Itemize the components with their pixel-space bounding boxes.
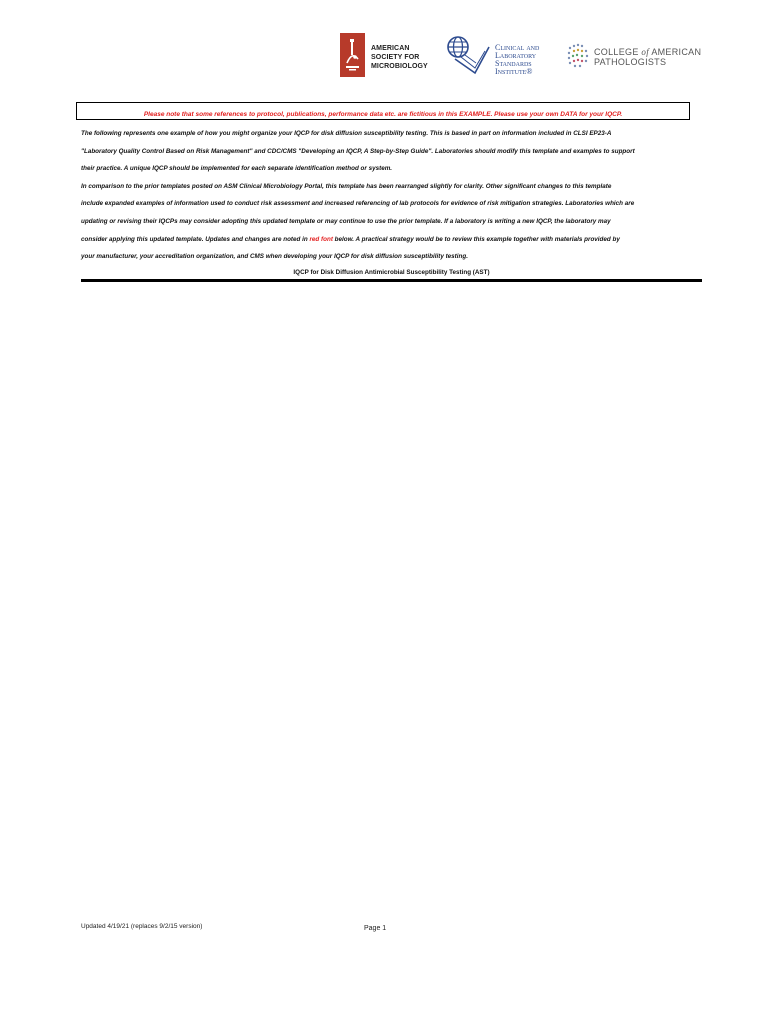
intro-line: The following represents one example of how you might organize your IQCP for disk diffusion susceptibility testing. This is based in part on information included in CLSI EP23-A [81,130,612,137]
clsi-logo-line: Standards [495,59,532,68]
footer-updated-note: Updated 4/19/21 (replaces 9/2/15 version) [81,923,203,930]
cap-dots-icon [566,43,590,69]
fictitious-data-notice: Please note that some references to protocol, publications, performance data etc. are fictitious in this EXAMPLE. Please use your own DATA for your IQCP. [143,111,623,118]
cap-logo-of: of [641,47,650,57]
intro-line: your manufacturer, your accreditation organization, and CMS when developing your IQCP for disk diffusion susceptibility testing. [81,253,468,261]
asm-logo-line: AMERICAN [371,45,410,52]
asm-logo [340,33,436,79]
document-title: IQCP for Disk Diffusion Antimicrobial Susceptibility Testing (AST) [293,269,490,276]
cap-logo-line1 [594,47,701,57]
cap-logo-text [594,47,701,67]
clsi-logo-line: Laboratory [495,51,537,60]
clsi-logo-text [495,44,539,76]
cap-logo [566,43,706,71]
clsi-logo-line: Clinical and [495,43,540,52]
intro-line-with-red-font [81,231,703,249]
asm-microscope-icon [340,33,365,77]
fictitious-data-notice-box [76,102,690,120]
intro-line: In comparison to the prior templates posted on ASM Clinical Microbiology Portal, this template has been rearranged slightly for clarity. Other significant changes to this template [81,182,612,190]
cap-logo-word: COLLEGE [594,47,642,57]
intro-text: consider applying this updated template. Updates and changes are noted in [81,235,310,243]
intro-line: "Laboratory Quality Control Based on Risk Management" and CDC/CMS "Developing an IQCP, A Step-by-Step Guide". Laboratories should modify this template and examples to support [81,147,635,155]
clsi-globe-icon [445,33,491,77]
title-divider [81,279,702,282]
cap-logo-line2: PATHOLOGISTS [594,57,667,67]
footer-page-number: Page 1 [364,925,387,932]
intro-line: their practice. A unique IQCP should be implemented for each separate identification method or system. [81,165,393,173]
intro-text: below. A practical strategy would be to review this example together with materials provided by [332,235,620,243]
asm-logo-line: MICROBIOLOGY [371,63,428,70]
intro-line: updating or revising their IQCPs may consider adopting this updated template or may continue to use the prior template. If a laboratory is writing a new IQCP, the laboratory may [81,217,611,225]
intro-paragraph [81,125,703,266]
clsi-logo [445,33,555,79]
red-font-label: red font [309,235,333,243]
intro-line: include expanded examples of information used to conduct risk assessment and increased referencing of lab protocols for evidence of risk mitigation strategies. Laboratories which are [81,200,635,208]
asm-logo-text [371,44,428,71]
cap-logo-word: AMERICAN [649,47,702,57]
clsi-logo-line: Institute® [495,67,533,76]
asm-logo-line: SOCIETY FOR [371,54,420,61]
